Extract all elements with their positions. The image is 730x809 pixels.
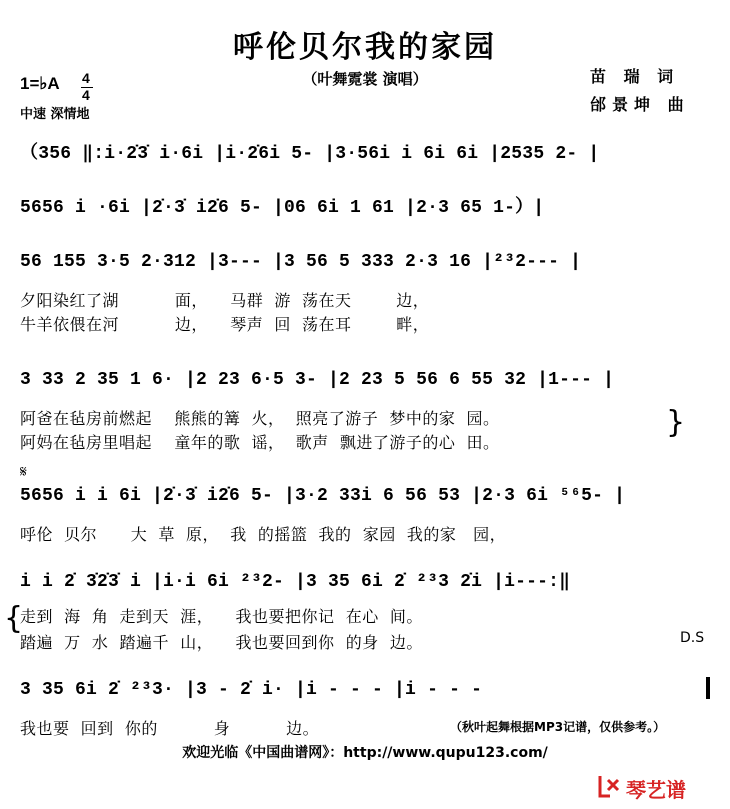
verse-brace-left: {: [4, 601, 24, 636]
lyric-line: 阿爸在毡房前燃起 熊熊的篝 火， 照亮了游子 梦中的家 园。: [20, 409, 500, 428]
lyric-line: 夕阳染红了湖 面， 马群 游 荡在天 边，: [20, 291, 430, 310]
transcription-note: （秋叶起舞根据MP3记谱，仅供参考。）: [450, 720, 666, 734]
meter-bottom: 4: [82, 87, 90, 103]
notation-line-6: i i 2̇ 3̇2̇3̇ i |i·i 6i ²³2- |3 35 6i 2̇ ²³3 2̇i |i---:‖: [20, 572, 571, 592]
lyric-line: 牛羊依偎在河 边， 琴声 回 荡在耳 畔，: [20, 315, 430, 334]
lyric-line: 我也要 回到 你的 身 边。: [20, 719, 320, 738]
notation-line-3: 56 155 3·5 2·312 |3--- |3 56 5 333 2·3 16 |²³2--- |: [20, 252, 582, 272]
lyric-line: 踏遍 万 水 踏遍千 山， 我也要回到你 的身 边。: [20, 633, 423, 652]
notation-line-4: 3 33 2 35 1 6· |2 23 6·5 3- |2 23 5 56 6 55 32 |1--- |: [20, 370, 615, 390]
notation-line-1: （356 ‖:i·2̇3̇ i·6i |i·2̇6i 5- |3·56i i 6i 6i |2535 2- |: [20, 144, 600, 164]
notation-line-7: 3 35 6i 2̇ ²³3· |3 - 2̇ i· |i - - - |i - - -: [20, 680, 494, 700]
lyric-line: 阿妈在毡房里唱起 童年的歌 谣， 歌声 飘进了游子的心 田。: [20, 433, 500, 452]
logo-text: 琴艺谱: [626, 778, 686, 802]
lyricist-credit: 苗 瑞 词: [590, 67, 680, 86]
ds-marking: D.S: [680, 630, 705, 646]
song-title: 呼伦贝尔我的家园: [233, 30, 497, 65]
logo-mark-icon: [596, 772, 624, 800]
site-footer: 欢迎光临《中国曲谱网》：http://www.qupu123.com/: [182, 745, 548, 761]
performer-credit: （叶舞霓裳 演唱）: [302, 70, 428, 88]
site-logo: [596, 772, 716, 802]
lyric-line: 走到 海 角 走到天 涯， 我也要把你记 在心 间。: [20, 607, 423, 626]
lyric-line: 呼伦 贝尔 大 草 原， 我 的摇篮 我的 家园 我的家 园，: [20, 525, 507, 544]
key-signature: 1=♭A: [20, 74, 60, 93]
tempo-marking: 中速 深情地: [20, 107, 90, 122]
segno-sign: 𝄋: [20, 462, 27, 481]
final-barline: [706, 677, 710, 699]
verse-brace-right: }: [666, 405, 686, 440]
notation-line-2: 5656 i ·6i |2̇·3̇ i2̇6 5- |06 6i 1 61 |2·3 65 1-）|: [20, 198, 545, 218]
meter-top: 4: [82, 70, 90, 86]
composer-credit: 邰景坤 曲: [590, 95, 690, 114]
notation-line-5: 5656 i i 6i |2̇·3̇ i2̇6 5- |3·2 33i 6 56 53 |2·3 6i ⁵⁶5- |: [20, 486, 626, 506]
